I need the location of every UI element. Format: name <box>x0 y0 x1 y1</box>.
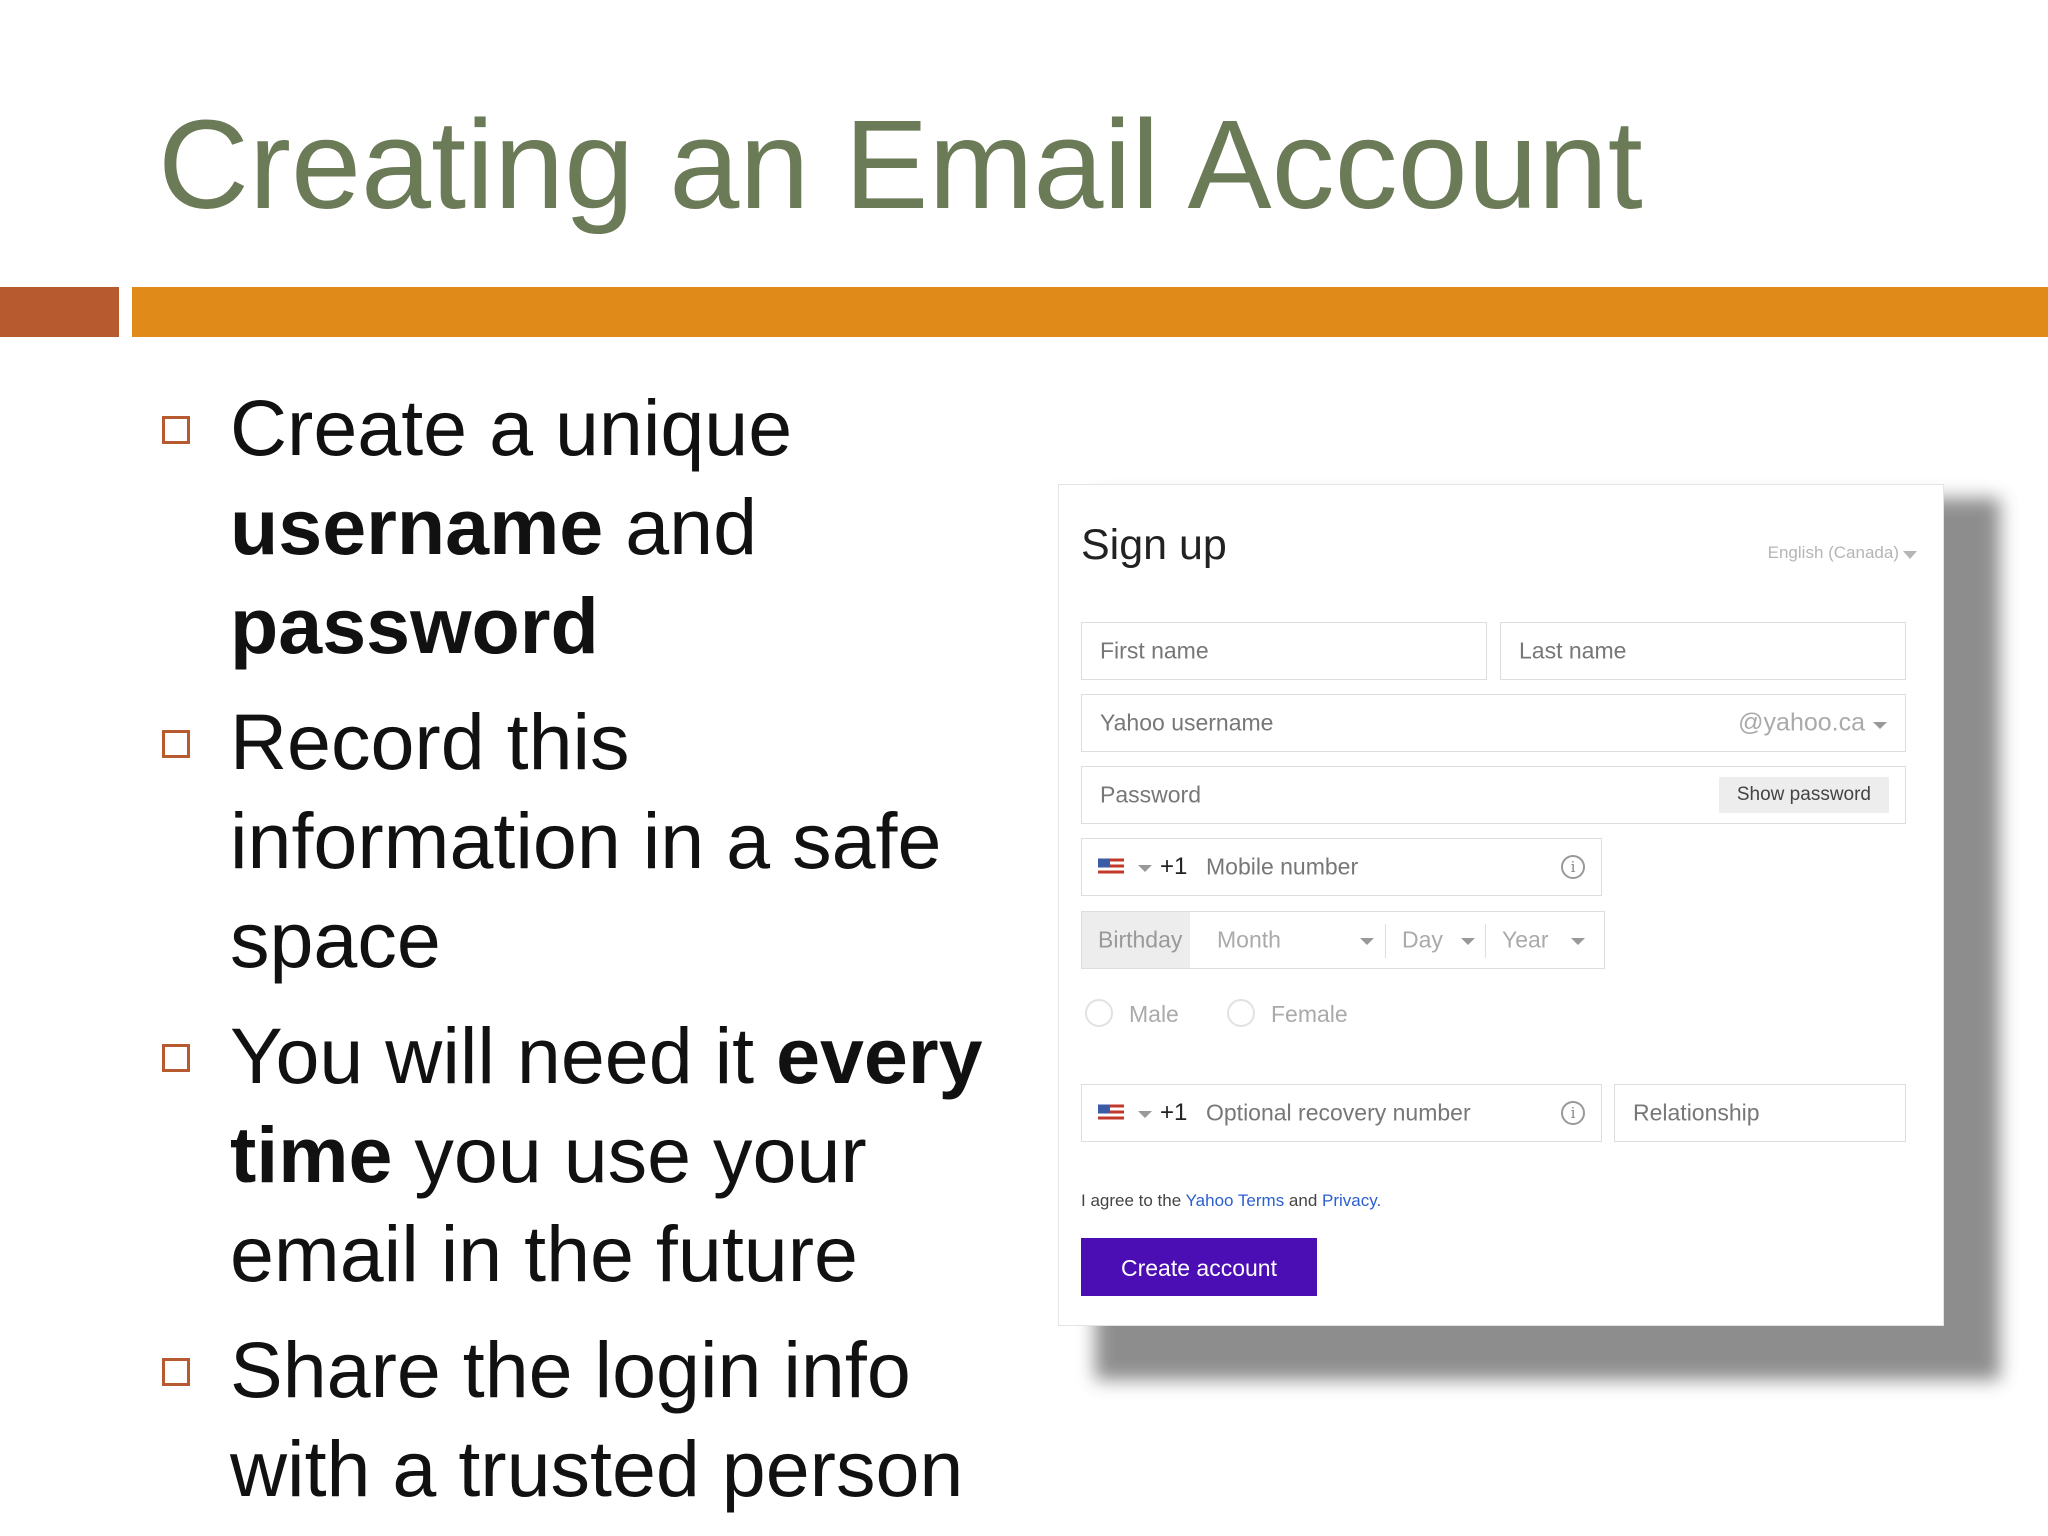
bullet-text: Share the login info with a trusted person <box>230 1325 964 1513</box>
divider <box>1485 924 1486 958</box>
info-icon[interactable]: i <box>1561 855 1585 879</box>
us-flag-icon[interactable] <box>1098 1105 1124 1122</box>
birthday-label: Birthday <box>1098 926 1183 953</box>
chevron-down-icon[interactable] <box>1873 722 1887 729</box>
female-radio[interactable] <box>1227 999 1255 1027</box>
birthday-field <box>1081 911 1605 969</box>
divider <box>1385 924 1386 958</box>
language-selector[interactable]: English (Canada) <box>1767 543 1899 562</box>
male-label: Male <box>1129 1001 1179 1027</box>
signup-form-screenshot <box>1058 484 1944 1326</box>
agree-text: I agree to the <box>1081 1191 1186 1210</box>
accent-bar-left <box>0 287 119 337</box>
bullet-bold-text: password <box>230 581 599 670</box>
bullet-text: Create a unique <box>230 383 793 472</box>
bullet-square-icon <box>162 730 190 758</box>
password-field[interactable] <box>1081 766 1906 824</box>
chevron-down-icon[interactable] <box>1360 938 1374 945</box>
chevron-down-icon[interactable] <box>1903 551 1917 559</box>
bullet-item <box>162 1006 1042 1303</box>
dial-code: +1 <box>1160 853 1188 880</box>
first-name-placeholder: First name <box>1100 637 1209 664</box>
bullet-square-icon <box>162 1044 190 1072</box>
bullet-text: Record this information in a safe space <box>230 697 942 984</box>
last-name-field[interactable] <box>1500 622 1906 680</box>
day-select[interactable]: Day <box>1402 926 1443 953</box>
dial-code: +1 <box>1160 1099 1188 1126</box>
bullet-text: and <box>603 482 758 571</box>
relationship-placeholder: Relationship <box>1633 1099 1760 1126</box>
mobile-number-field[interactable] <box>1081 838 1602 896</box>
password-placeholder: Password <box>1100 781 1201 808</box>
female-label: Female <box>1271 1001 1348 1027</box>
bullet-bold-text: every time <box>230 1011 983 1199</box>
month-select[interactable]: Month <box>1217 926 1281 953</box>
chevron-down-icon[interactable] <box>1138 1111 1152 1118</box>
bullet-square-icon <box>162 1358 190 1386</box>
recovery-placeholder: Optional recovery number <box>1206 1099 1471 1126</box>
show-password-button[interactable]: Show password <box>1719 777 1889 813</box>
bullet-bold-text: username <box>230 482 604 571</box>
signup-title: Sign up <box>1081 521 1227 569</box>
first-name-field[interactable] <box>1081 622 1487 680</box>
year-select[interactable]: Year <box>1502 926 1549 953</box>
recovery-number-field[interactable] <box>1081 1084 1602 1142</box>
create-account-button[interactable]: Create account <box>1081 1238 1317 1296</box>
chevron-down-icon[interactable] <box>1138 865 1152 872</box>
info-icon[interactable]: i <box>1561 1101 1585 1125</box>
bullet-item <box>162 692 1042 989</box>
slide-title: Creating an Email Account <box>158 94 1643 235</box>
privacy-link[interactable]: Privacy <box>1322 1191 1377 1210</box>
male-radio[interactable] <box>1085 999 1113 1027</box>
terms-agreement <box>1081 1191 1381 1211</box>
bullet-text: you use your email in the future <box>230 1110 867 1298</box>
username-placeholder: Yahoo username <box>1100 709 1274 736</box>
agree-text: and <box>1284 1191 1323 1210</box>
bullet-item <box>162 378 1042 675</box>
us-flag-icon[interactable] <box>1098 859 1124 876</box>
terms-link[interactable]: Yahoo Terms <box>1185 1191 1285 1210</box>
accent-bar-right <box>132 287 2048 337</box>
domain-suffix[interactable]: @yahoo.ca <box>1738 708 1865 737</box>
bullet-list <box>162 378 1042 1535</box>
mobile-placeholder: Mobile number <box>1206 853 1359 880</box>
chevron-down-icon[interactable] <box>1571 938 1585 945</box>
bullet-square-icon <box>162 416 190 444</box>
relationship-field[interactable] <box>1614 1084 1906 1142</box>
username-field[interactable] <box>1081 694 1906 752</box>
bullet-text: You will need it <box>230 1011 777 1100</box>
last-name-placeholder: Last name <box>1519 637 1627 664</box>
birthday-label-box <box>1082 912 1190 968</box>
chevron-down-icon[interactable] <box>1461 938 1475 945</box>
agree-text: . <box>1376 1191 1382 1210</box>
bullet-item <box>162 1320 1042 1518</box>
